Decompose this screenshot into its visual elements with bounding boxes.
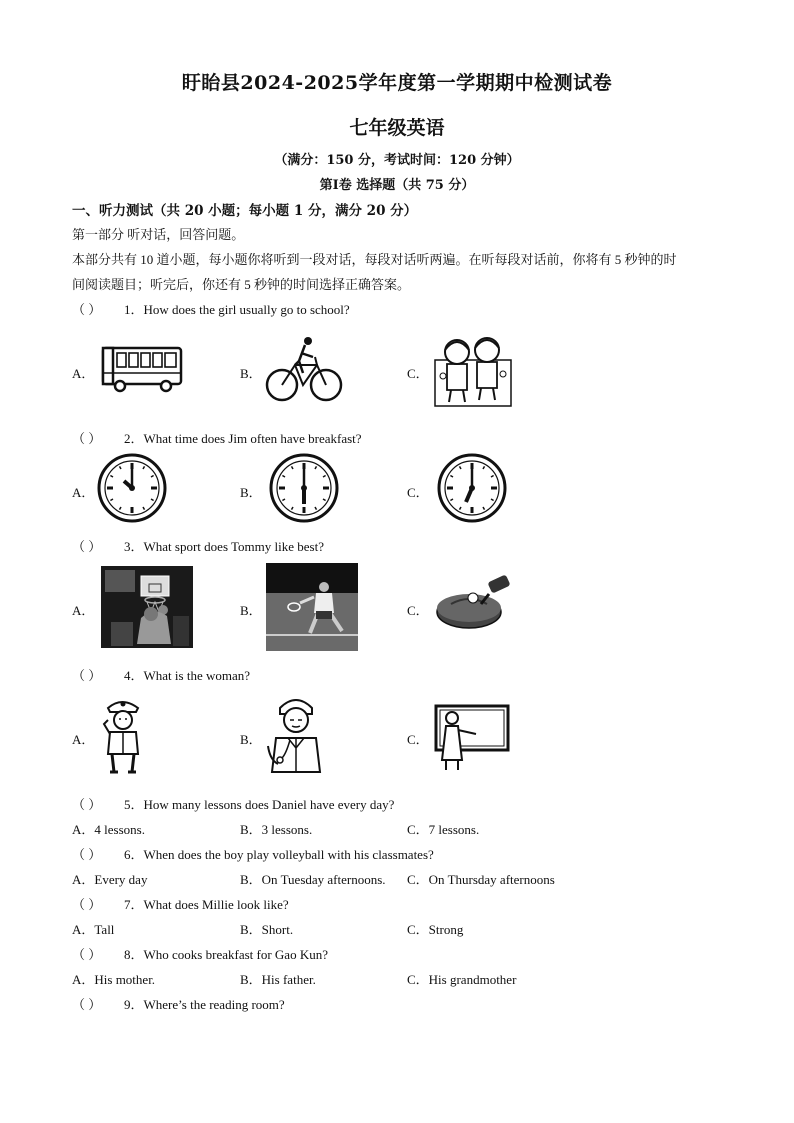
option-b[interactable]: B．On Tuesday afternoons. bbox=[240, 872, 386, 887]
option-label: C． bbox=[407, 603, 429, 618]
teacher-icon bbox=[432, 700, 510, 772]
option-c[interactable]: C．His grandmother bbox=[407, 972, 517, 987]
answer-blank[interactable]: （ ） bbox=[72, 668, 102, 683]
instruction-line-2: 间阅读题目；听完后，你还有 5 秒钟的时间选择正确答案。 bbox=[72, 277, 411, 292]
doctor-icon bbox=[264, 694, 326, 776]
answer-blank[interactable]: （ ） bbox=[72, 847, 102, 862]
basketball-photo bbox=[101, 566, 193, 648]
option-label: A． bbox=[72, 732, 95, 747]
question-6: （ ） 6．When does the boy play volleyball with his classmates? bbox=[72, 844, 434, 863]
question-2: （ ） 2．What time does Jim often have breakfast? bbox=[72, 428, 362, 447]
option-b[interactable]: B．His father. bbox=[240, 972, 316, 987]
question-4: （ ） 4．What is the woman? bbox=[72, 665, 250, 684]
option-label: A． bbox=[72, 366, 95, 381]
instruction-line-1: 本部分共有 10 道小题，每小题你将听到一段对话，每段对话听两遍。在听每段对话前，你将有 5 秒钟的时 bbox=[72, 252, 677, 267]
clock-icon bbox=[96, 452, 168, 524]
option-a[interactable]: A．Tall bbox=[72, 922, 115, 937]
answer-blank[interactable]: （ ） bbox=[72, 997, 102, 1012]
walking-children-icon bbox=[433, 330, 515, 410]
option-c[interactable]: C．Strong bbox=[407, 922, 464, 937]
exam-title: 盱眙县2024-2025学年度第一学期期中检测试卷 bbox=[181, 72, 613, 94]
option-a[interactable]: A．His mother. bbox=[72, 972, 156, 987]
answer-blank[interactable]: （ ） bbox=[72, 947, 102, 962]
bicycle-icon bbox=[265, 333, 343, 405]
option-b[interactable]: B．3 lessons. bbox=[240, 822, 313, 837]
option-b[interactable]: B．Short. bbox=[240, 922, 294, 937]
ping-pong-icon bbox=[433, 574, 513, 636]
option-a[interactable]: A．Every day bbox=[72, 872, 148, 887]
bus-icon bbox=[100, 343, 184, 395]
answer-blank[interactable]: （ ） bbox=[72, 797, 102, 812]
volume-title: 第Ⅰ卷 选择题（共 75 分） bbox=[319, 178, 475, 193]
question-8: （ ） 8．Who cooks breakfast for Gao Kun? bbox=[72, 944, 328, 963]
answer-blank[interactable]: （ ） bbox=[72, 897, 102, 912]
option-label: B． bbox=[240, 603, 262, 618]
option-label: B． bbox=[240, 366, 262, 381]
question-7: （ ） 7．What does Millie look like? bbox=[72, 894, 289, 913]
question-1: （ ） 1．How does the girl usually go to school? bbox=[72, 299, 350, 318]
answer-blank[interactable]: （ ） bbox=[72, 431, 102, 446]
score-info: （满分：150 分，考试时间：120 分钟） bbox=[274, 153, 520, 168]
option-label: C． bbox=[407, 732, 429, 747]
option-a[interactable]: A．4 lessons. bbox=[72, 822, 145, 837]
option-label: A． bbox=[72, 485, 95, 500]
police-officer-icon bbox=[100, 694, 148, 776]
option-c[interactable]: C．On Thursday afternoons bbox=[407, 872, 555, 887]
option-label: A． bbox=[72, 603, 95, 618]
question-9: （ ） 9．Where’s the reading room? bbox=[72, 994, 285, 1013]
option-label: C． bbox=[407, 366, 429, 381]
section-title: 一、听力测试（共 20 小题；每小题 1 分，满分 20 分） bbox=[72, 203, 418, 219]
exam-subject: 七年级英语 bbox=[349, 117, 445, 139]
option-label: C． bbox=[407, 485, 429, 500]
option-label: B． bbox=[240, 732, 262, 747]
part-title: 第一部分 听对话，回答问题。 bbox=[72, 227, 245, 242]
clock-icon bbox=[268, 452, 340, 524]
clock-icon bbox=[436, 452, 508, 524]
question-3: （ ） 3．What sport does Tommy like best? bbox=[72, 536, 324, 555]
tennis-photo bbox=[266, 563, 358, 651]
answer-blank[interactable]: （ ） bbox=[72, 539, 102, 554]
option-c[interactable]: C．7 lessons. bbox=[407, 822, 480, 837]
answer-blank[interactable]: （ ） bbox=[72, 302, 102, 317]
question-5: （ ） 5．How many lessons does Daniel have every day? bbox=[72, 794, 394, 813]
option-label: B． bbox=[240, 485, 262, 500]
